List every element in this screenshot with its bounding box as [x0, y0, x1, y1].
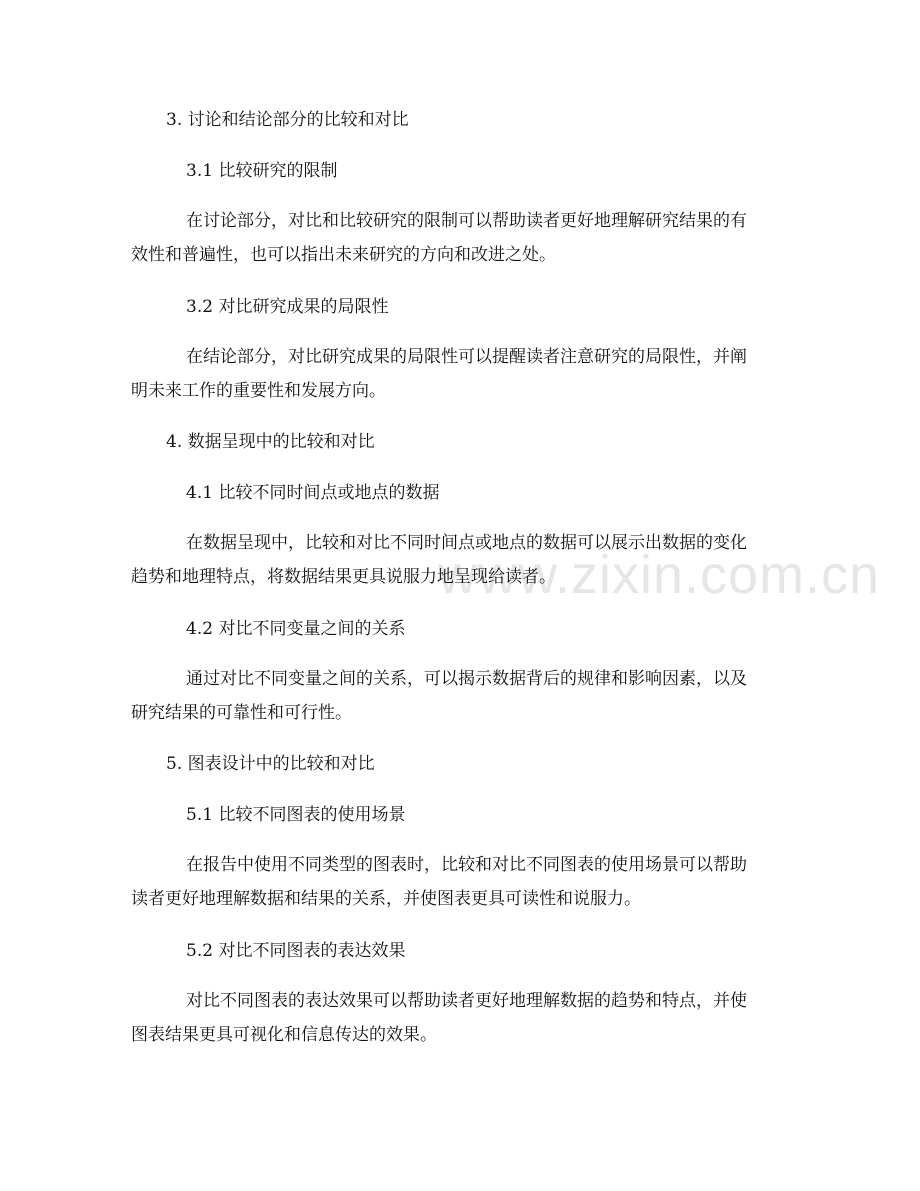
subsection-heading: 4.2 对比不同变量之间的关系 [186, 619, 406, 639]
watermark: www.zixin.com.cn [438, 545, 881, 605]
paragraph-line: 趋势和地理特点，将数据结果更具说服力地呈现给读者。 [131, 567, 556, 587]
paragraph-line: 在讨论部分，对比和比较研究的限制可以帮助读者更好地理解研究结果的有 [186, 211, 747, 231]
paragraph-line: 在数据呈现中，比较和对比不同时间点或地点的数据可以展示出数据的变化 [186, 533, 747, 553]
paragraph-line: 在结论部分，对比研究成果的局限性可以提醒读者注意研究的局限性，并阐 [186, 347, 747, 367]
subsection-heading: 4.1 比较不同时间点或地点的数据 [186, 483, 440, 503]
section-heading: 5. 图表设计中的比较和对比 [166, 754, 375, 774]
paragraph-line: 读者更好地理解数据和结果的关系，并使图表更具可读性和说服力。 [131, 889, 641, 909]
paragraph-line: 明未来工作的重要性和发展方向。 [131, 381, 386, 401]
section-heading: 4. 数据呈现中的比较和对比 [166, 432, 375, 452]
paragraph-line: 效性和普遍性，也可以指出未来研究的方向和改进之处。 [131, 245, 556, 265]
paragraph-line: 图表结果更具可视化和信息传达的效果。 [131, 1025, 437, 1045]
subsection-heading: 3.2 对比研究成果的局限性 [186, 297, 389, 317]
paragraph-line: 在报告中使用不同类型的图表时，比较和对比不同图表的使用场景可以帮助 [186, 855, 747, 875]
paragraph-line: 通过对比不同变量之间的关系，可以揭示数据背后的规律和影响因素，以及 [186, 669, 747, 689]
paragraph-line: 研究结果的可靠性和可行性。 [131, 703, 352, 723]
subsection-heading: 3.1 比较研究的限制 [186, 161, 338, 181]
paragraph-line: 对比不同图表的表达效果可以帮助读者更好地理解数据的趋势和特点，并使 [186, 991, 747, 1011]
subsection-heading: 5.2 对比不同图表的表达效果 [186, 941, 406, 961]
section-heading: 3. 讨论和结论部分的比较和对比 [166, 110, 409, 130]
subsection-heading: 5.1 比较不同图表的使用场景 [186, 805, 406, 825]
